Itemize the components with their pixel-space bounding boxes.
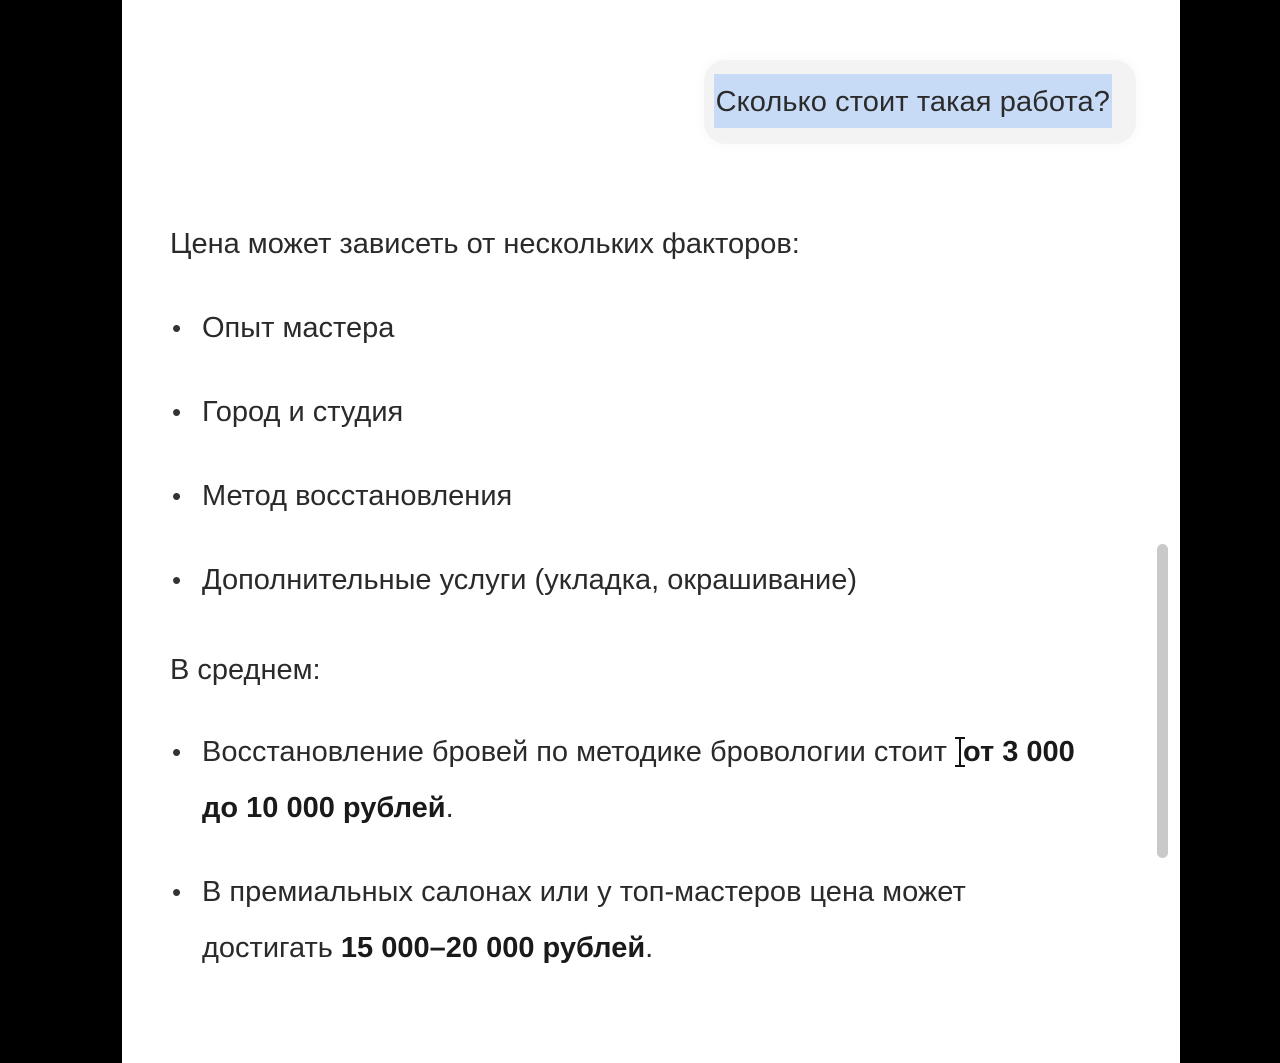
bullet: • xyxy=(172,737,182,767)
factor-text: Город и студия xyxy=(202,396,404,428)
average-item-end: . xyxy=(645,932,654,964)
bullet: • xyxy=(172,313,182,343)
average-item-text: В премиальных салонах или у топ-мастеров цена может достигать xyxy=(202,876,966,964)
bullet: • xyxy=(172,397,182,427)
scrollbar-thumb[interactable] xyxy=(1157,544,1168,858)
assistant-intro: Цена может зависеть от нескольких факторов: xyxy=(170,228,800,260)
list-item xyxy=(170,724,1090,836)
list-item xyxy=(170,384,1090,440)
price-range-bold: от 3 000 до 10 000 рублей xyxy=(202,736,1075,824)
assistant-message xyxy=(170,216,1090,976)
average-item-end: . xyxy=(445,792,454,824)
factor-text: Метод восстановления xyxy=(202,480,513,512)
factor-text: Дополнительные услуги (укладка, окрашивание) xyxy=(202,564,858,596)
user-message-bubble xyxy=(704,60,1136,144)
average-list xyxy=(170,724,1090,976)
text-cursor-icon xyxy=(955,737,965,767)
chat-panel xyxy=(122,0,1180,1063)
list-item xyxy=(170,864,1090,976)
user-message-text: Сколько стоит такая работа? xyxy=(714,74,1112,128)
list-item xyxy=(170,552,1090,608)
premium-price-bold: 15 000–20 000 рублей xyxy=(340,932,646,964)
bullet: • xyxy=(172,877,182,907)
bullet: • xyxy=(172,565,182,595)
average-item-text: Восстановление бровей по методике бровологии стоит xyxy=(202,736,955,768)
list-item xyxy=(170,468,1090,524)
bullet: • xyxy=(172,481,182,511)
average-heading: В среднем: xyxy=(170,654,321,686)
factor-text: Опыт мастера xyxy=(202,312,395,344)
factors-list xyxy=(170,300,1090,608)
list-item xyxy=(170,300,1090,356)
